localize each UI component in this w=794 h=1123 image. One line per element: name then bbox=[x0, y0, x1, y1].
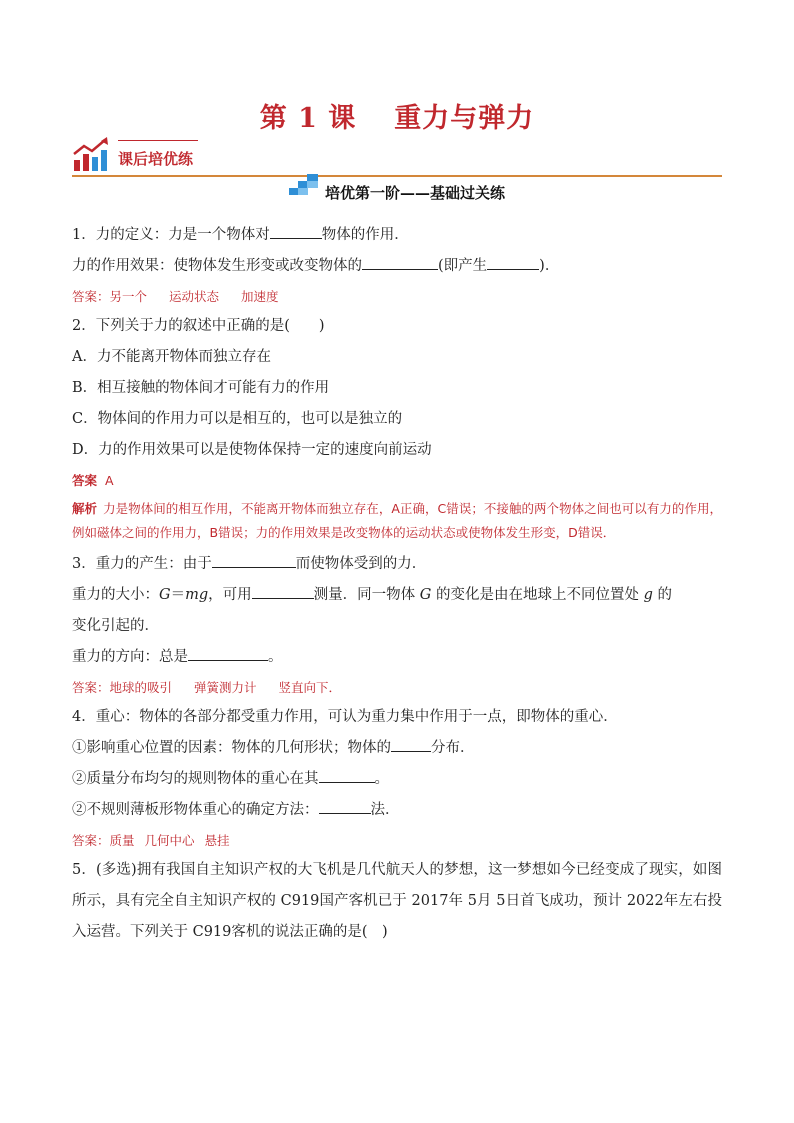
page-title bbox=[0, 96, 794, 135]
title-lesson: 第 1 课 bbox=[259, 103, 357, 134]
q2-analysis: 解析 力是物体间的相互作用，不能离开物体而独立存在，A正确，C错误；不接触的两个物体之间也可以有力的作用，例如磁体之间的作用力，B错误；力的作用效果是改变物体的运动状态或使物体发生形变，D错误． bbox=[72, 501, 722, 540]
subsection-title bbox=[0, 182, 794, 203]
answer-blank bbox=[319, 768, 375, 783]
header-accent-line bbox=[118, 140, 198, 141]
q1-answer: 答案：另一个 运动状态 加速度 bbox=[72, 289, 279, 304]
section-header-label: 课后培优练 bbox=[118, 150, 194, 168]
answer-blank bbox=[487, 255, 539, 270]
answer-blank bbox=[319, 799, 371, 814]
q2-stem: 2．下列关于力的叙述中正确的是( ) bbox=[72, 318, 325, 334]
q1-line2: 力的作用效果：使物体发生形变或改变物体的 (即产生 )． bbox=[72, 251, 722, 282]
q1-line1: 1．力的定义：力是一个物体对 物体的作用． bbox=[72, 220, 722, 251]
answer-blank bbox=[252, 584, 314, 599]
answer-blank bbox=[270, 224, 322, 239]
q2-option-c: C．物体间的作用力可以是相互的，也可以是独立的 bbox=[72, 411, 403, 427]
answer-blank bbox=[362, 255, 438, 270]
section-header bbox=[72, 136, 722, 178]
answer-blank bbox=[212, 553, 296, 568]
subsection-label: 培优第一阶——基础过关练 bbox=[324, 184, 505, 202]
q4-line4: ②不规则薄板形物体重心的确定方法： 法． bbox=[72, 795, 722, 826]
title-topic: 重力与弹力 bbox=[394, 103, 535, 134]
q5-text: 5．(多选)拥有我国自主知识产权的大飞机是几代航天人的梦想，这一梦想如今已经变成了现实，如图所示，具有完全自主知识产权的 C919国产客机已于 2017年 5月 5日首飞成功，预计 2022年左右投入运营。下列关于 C919客机的说法正确的是( ) bbox=[72, 862, 722, 940]
q2-option-b: B．相互接触的物体间才可能有力的作用 bbox=[72, 380, 330, 396]
q3-line1: 3．重力的产生：由于 而使物体受到的力． bbox=[72, 549, 722, 580]
q2-answer: 答案 A bbox=[72, 473, 114, 488]
answer-blank bbox=[391, 737, 431, 752]
q3-line3: 变化引起的． bbox=[72, 618, 159, 634]
content bbox=[72, 220, 722, 948]
q4-line1: 4．重心：物体的各部分都受重力作用，可认为重力集中作用于一点，即物体的重心． bbox=[72, 709, 618, 725]
q3-line2: 重力的大小：G＝mg，可用 测量．同一物体 G 的变化是由在地球上不同位置处 g 的 bbox=[72, 580, 722, 611]
bar-chart-arrow-icon bbox=[72, 136, 112, 172]
q4-line3: ②质量分布均匀的规则物体的重心在其 。 bbox=[72, 764, 722, 795]
header-divider bbox=[72, 175, 722, 177]
q3-answer: 答案：地球的吸引 弹簧测力计 竖直向下． bbox=[72, 680, 342, 695]
q3-line4: 重力的方向：总是 。 bbox=[72, 642, 722, 673]
answer-blank bbox=[188, 646, 268, 661]
q4-line2: ①影响重心位置的因素：物体的几何形状；物体的 分布． bbox=[72, 733, 722, 764]
q4-answer: 答案：质量 几何中心 悬挂 bbox=[72, 833, 230, 848]
q2-option-d: D．力的作用效果可以是使物体保持一定的速度向前运动 bbox=[72, 442, 432, 458]
q2-option-a: A．力不能离开物体而独立存在 bbox=[72, 349, 271, 365]
stairs-icon bbox=[289, 174, 319, 196]
